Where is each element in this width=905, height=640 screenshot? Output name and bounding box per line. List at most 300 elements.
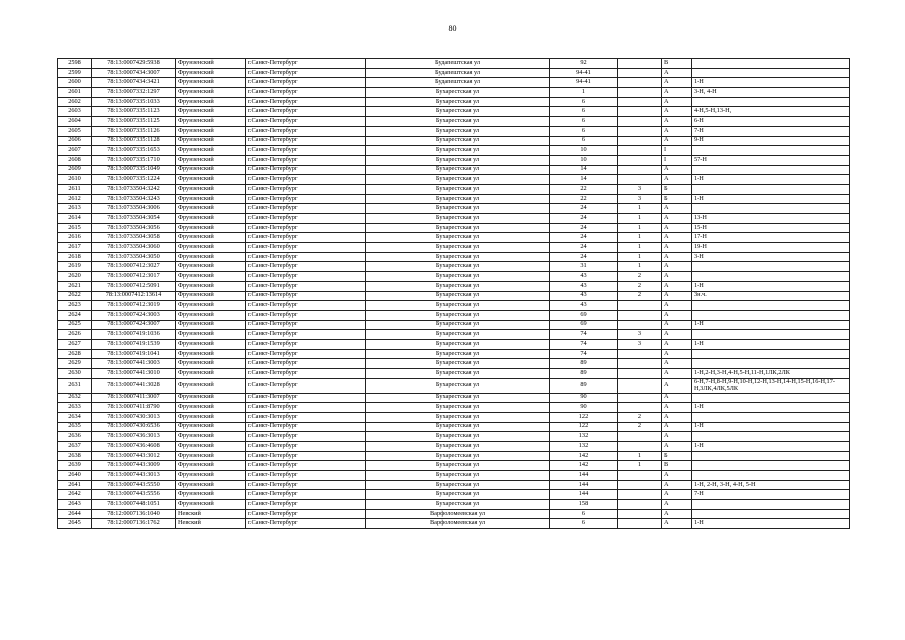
district-cell: Невский [176, 509, 246, 519]
row-number-cell: 2598 [58, 59, 92, 69]
house-number-cell: 144 [550, 490, 618, 500]
table-row [58, 78, 850, 88]
street-cell: Бухарестская ул [366, 88, 550, 98]
house-number-cell: 74 [550, 339, 618, 349]
cadastral-number-cell: 78:13:0733504:3060 [92, 243, 176, 253]
table-row [58, 320, 850, 330]
row-number-cell: 2623 [58, 301, 92, 311]
district-cell: Фрунзенский [176, 126, 246, 136]
house-number-cell: 24 [550, 252, 618, 262]
district-cell: Фрунзенский [176, 68, 246, 78]
row-number-cell: 2616 [58, 233, 92, 243]
table-row [58, 204, 850, 214]
street-cell: Бухарестская ул [366, 214, 550, 224]
cadastral-number-cell: 78:13:0007419:1036 [92, 330, 176, 340]
table-row [58, 233, 850, 243]
table-row [58, 339, 850, 349]
district-cell: Фрунзенский [176, 233, 246, 243]
house-number-cell: 24 [550, 223, 618, 233]
house-number-cell: 142 [550, 461, 618, 471]
street-cell: Бухарестская ул [366, 393, 550, 403]
row-number-cell: 2619 [58, 262, 92, 272]
building-number-cell [618, 136, 662, 146]
premises-cell: 7-Н [692, 126, 850, 136]
building-number-cell [618, 165, 662, 175]
district-cell: Фрунзенский [176, 301, 246, 311]
house-number-cell: 43 [550, 281, 618, 291]
row-number-cell: 2618 [58, 252, 92, 262]
city-cell: г.Санкт-Петербург [246, 432, 366, 442]
city-cell: г.Санкт-Петербург [246, 291, 366, 301]
house-number-cell: 94-41 [550, 78, 618, 88]
house-number-cell: 132 [550, 432, 618, 442]
district-cell: Фрунзенский [176, 214, 246, 224]
cadastral-number-cell: 78:13:0007335:1128 [92, 136, 176, 146]
premises-cell: 3н.ч. [692, 291, 850, 301]
premises-cell: 1-Н [692, 441, 850, 451]
building-number-cell: 3 [618, 194, 662, 204]
row-number-cell: 2604 [58, 117, 92, 127]
letter-cell: А [662, 330, 692, 340]
city-cell: г.Санкт-Петербург [246, 310, 366, 320]
cadastral-number-cell: 78:13:0007424:3003 [92, 310, 176, 320]
premises-cell: 6-Н [692, 117, 850, 127]
house-number-cell: 6 [550, 509, 618, 519]
table-row [58, 252, 850, 262]
city-cell: г.Санкт-Петербург [246, 194, 366, 204]
table-row [58, 175, 850, 185]
table-row [58, 262, 850, 272]
cadastral-number-cell: 78:13:0007443:5550 [92, 480, 176, 490]
table-row [58, 126, 850, 136]
district-cell: Фрунзенский [176, 291, 246, 301]
cadastral-number-cell: 78:13:0007412:5091 [92, 281, 176, 291]
city-cell: г.Санкт-Петербург [246, 369, 366, 379]
table-row [58, 223, 850, 233]
city-cell: г.Санкт-Петербург [246, 233, 366, 243]
premises-cell [692, 432, 850, 442]
city-cell: г.Санкт-Петербург [246, 519, 366, 529]
building-number-cell: 1 [618, 262, 662, 272]
street-cell: Бухарестская ул [366, 480, 550, 490]
table-row [58, 310, 850, 320]
table-row [58, 184, 850, 194]
row-number-cell: 2610 [58, 175, 92, 185]
district-cell: Фрунзенский [176, 490, 246, 500]
district-cell: Фрунзенский [176, 155, 246, 165]
cadastral-number-cell: 78:13:0007443:3012 [92, 451, 176, 461]
house-number-cell: 89 [550, 359, 618, 369]
row-number-cell: 2636 [58, 432, 92, 442]
row-number-cell: 2611 [58, 184, 92, 194]
building-number-cell: 3 [618, 339, 662, 349]
street-cell: Будапештская ул [366, 59, 550, 69]
district-cell: Фрунзенский [176, 194, 246, 204]
district-cell: Фрунзенский [176, 451, 246, 461]
cadastral-number-cell: 78:13:0007335:1125 [92, 117, 176, 127]
district-cell: Фрунзенский [176, 88, 246, 98]
letter-cell: А [662, 126, 692, 136]
cadastral-number-cell: 78:13:0007434:3421 [92, 78, 176, 88]
cadastral-number-cell: 78:13:0007335:1049 [92, 165, 176, 175]
city-cell: г.Санкт-Петербург [246, 281, 366, 291]
premises-cell: 1-Н [692, 422, 850, 432]
cadastral-number-cell: 78:12:0007136:1762 [92, 519, 176, 529]
premises-cell: 57-Н [692, 155, 850, 165]
letter-cell: А [662, 393, 692, 403]
house-number-cell: 122 [550, 412, 618, 422]
district-cell: Фрунзенский [176, 441, 246, 451]
table-row [58, 194, 850, 204]
district-cell: Фрунзенский [176, 184, 246, 194]
city-cell: г.Санкт-Петербург [246, 97, 366, 107]
table-row [58, 490, 850, 500]
city-cell: г.Санкт-Петербург [246, 146, 366, 156]
street-cell: Бухарестская ул [366, 359, 550, 369]
city-cell: г.Санкт-Петербург [246, 165, 366, 175]
building-number-cell [618, 155, 662, 165]
city-cell: г.Санкт-Петербург [246, 136, 366, 146]
letter-cell: А [662, 165, 692, 175]
district-cell: Фрунзенский [176, 165, 246, 175]
city-cell: г.Санкт-Петербург [246, 320, 366, 330]
premises-cell [692, 310, 850, 320]
letter-cell: А [662, 272, 692, 282]
cadastral-number-cell: 78:13:0007436:3013 [92, 432, 176, 442]
letter-cell: В [662, 59, 692, 69]
table-row [58, 107, 850, 117]
district-cell: Фрунзенский [176, 471, 246, 481]
premises-cell: 6-Н,7-Н,8-Н,9-Н,10-Н,12-Н,13-Н,14-Н,15-Н,16-Н,17-Н,3ЛК,4ЛК,5ЛК [692, 378, 850, 393]
city-cell: г.Санкт-Петербург [246, 117, 366, 127]
street-cell: Бухарестская ул [366, 243, 550, 253]
city-cell: г.Санкт-Петербург [246, 339, 366, 349]
table-row [58, 291, 850, 301]
city-cell: г.Санкт-Петербург [246, 214, 366, 224]
city-cell: г.Санкт-Петербург [246, 461, 366, 471]
district-cell: Фрунзенский [176, 378, 246, 393]
row-number-cell: 2605 [58, 126, 92, 136]
table-row [58, 146, 850, 156]
table-row [58, 359, 850, 369]
district-cell: Фрунзенский [176, 223, 246, 233]
building-number-cell [618, 126, 662, 136]
table-row [58, 471, 850, 481]
building-number-cell: 2 [618, 412, 662, 422]
premises-cell [692, 272, 850, 282]
letter-cell: Б [662, 451, 692, 461]
house-number-cell: 144 [550, 480, 618, 490]
row-number-cell: 2630 [58, 369, 92, 379]
premises-cell: 1-Н [692, 281, 850, 291]
premises-cell: 15-Н [692, 223, 850, 233]
building-number-cell [618, 117, 662, 127]
premises-cell [692, 330, 850, 340]
letter-cell: А [662, 252, 692, 262]
row-number-cell: 2645 [58, 519, 92, 529]
table-row [58, 97, 850, 107]
row-number-cell: 2617 [58, 243, 92, 253]
street-cell: Будапештская ул [366, 78, 550, 88]
house-number-cell: 90 [550, 393, 618, 403]
premises-cell [692, 509, 850, 519]
house-number-cell: 69 [550, 310, 618, 320]
house-number-cell: 24 [550, 243, 618, 253]
premises-cell: 19-Н [692, 243, 850, 253]
building-number-cell: 3 [618, 330, 662, 340]
premises-cell: 1-Н, 2-Н, 3-Н, 4-Н, 5-Н [692, 480, 850, 490]
table-row [58, 155, 850, 165]
letter-cell: А [662, 281, 692, 291]
house-number-cell: 89 [550, 369, 618, 379]
letter-cell: А [662, 422, 692, 432]
cadastral-number-cell: 78:13:0733504:3050 [92, 252, 176, 262]
district-cell: Фрунзенский [176, 281, 246, 291]
row-number-cell: 2632 [58, 393, 92, 403]
building-number-cell [618, 88, 662, 98]
letter-cell: А [662, 223, 692, 233]
building-number-cell [618, 490, 662, 500]
building-number-cell: 3 [618, 184, 662, 194]
district-cell: Фрунзенский [176, 107, 246, 117]
district-cell: Фрунзенский [176, 204, 246, 214]
district-cell: Фрунзенский [176, 252, 246, 262]
row-number-cell: 2628 [58, 349, 92, 359]
house-number-cell: 22 [550, 194, 618, 204]
row-number-cell: 2622 [58, 291, 92, 301]
premises-cell: 13-Н [692, 214, 850, 224]
letter-cell: А [662, 471, 692, 481]
cadastral-number-cell: 78:13:0007335:1123 [92, 107, 176, 117]
cadastral-number-cell: 78:13:0007441:3010 [92, 369, 176, 379]
district-cell: Фрунзенский [176, 117, 246, 127]
street-cell: Бухарестская ул [366, 310, 550, 320]
city-cell: г.Санкт-Петербург [246, 272, 366, 282]
district-cell: Фрунзенский [176, 243, 246, 253]
street-cell: Бухарестская ул [366, 422, 550, 432]
street-cell: Варфоломеевская ул [366, 509, 550, 519]
property-register-table [57, 58, 850, 529]
street-cell: Бухарестская ул [366, 369, 550, 379]
street-cell: Варфоломеевская ул [366, 519, 550, 529]
street-cell: Бухарестская ул [366, 165, 550, 175]
house-number-cell: 6 [550, 519, 618, 529]
cadastral-number-cell: 78:13:0007335:1710 [92, 155, 176, 165]
cadastral-number-cell: 78:13:0007411:8790 [92, 403, 176, 413]
cadastral-number-cell: 78:13:0007412:13614 [92, 291, 176, 301]
house-number-cell: 14 [550, 165, 618, 175]
row-number-cell: 2607 [58, 146, 92, 156]
building-number-cell: 2 [618, 281, 662, 291]
district-cell: Фрунзенский [176, 330, 246, 340]
street-cell: Бухарестская ул [366, 233, 550, 243]
building-number-cell [618, 432, 662, 442]
street-cell: Бухарестская ул [366, 175, 550, 185]
city-cell: г.Санкт-Петербург [246, 359, 366, 369]
cadastral-number-cell: 78:13:0007412:3017 [92, 272, 176, 282]
cadastral-number-cell: 78:13:0007335:1224 [92, 175, 176, 185]
letter-cell: А [662, 78, 692, 88]
row-number-cell: 2642 [58, 490, 92, 500]
district-cell: Фрунзенский [176, 500, 246, 510]
cadastral-number-cell: 78:13:0007412:3027 [92, 262, 176, 272]
row-number-cell: 2641 [58, 480, 92, 490]
city-cell: г.Санкт-Петербург [246, 393, 366, 403]
city-cell: г.Санкт-Петербург [246, 126, 366, 136]
letter-cell: А [662, 136, 692, 146]
city-cell: г.Санкт-Петербург [246, 403, 366, 413]
premises-cell [692, 461, 850, 471]
building-number-cell [618, 403, 662, 413]
house-number-cell: 43 [550, 272, 618, 282]
premises-cell [692, 68, 850, 78]
building-number-cell: 1 [618, 252, 662, 262]
cadastral-number-cell: 78:13:0007419:1539 [92, 339, 176, 349]
house-number-cell: 74 [550, 330, 618, 340]
building-number-cell [618, 78, 662, 88]
street-cell: Бухарестская ул [366, 378, 550, 393]
row-number-cell: 2627 [58, 339, 92, 349]
row-number-cell: 2640 [58, 471, 92, 481]
table-row [58, 369, 850, 379]
house-number-cell: 144 [550, 471, 618, 481]
city-cell: г.Санкт-Петербург [246, 378, 366, 393]
city-cell: г.Санкт-Петербург [246, 500, 366, 510]
street-cell: Бухарестская ул [366, 126, 550, 136]
letter-cell: І [662, 146, 692, 156]
premises-cell [692, 359, 850, 369]
premises-cell [692, 412, 850, 422]
building-number-cell [618, 68, 662, 78]
district-cell: Фрунзенский [176, 310, 246, 320]
row-number-cell: 2631 [58, 378, 92, 393]
cadastral-number-cell: 78:13:0007441:3028 [92, 378, 176, 393]
letter-cell: А [662, 97, 692, 107]
letter-cell: А [662, 369, 692, 379]
district-cell: Фрунзенский [176, 59, 246, 69]
table-row [58, 281, 850, 291]
premises-cell [692, 262, 850, 272]
row-number-cell: 2599 [58, 68, 92, 78]
building-number-cell [618, 378, 662, 393]
district-cell: Фрунзенский [176, 262, 246, 272]
building-number-cell: 1 [618, 461, 662, 471]
premises-cell: 7-Н [692, 490, 850, 500]
street-cell: Бухарестская ул [366, 471, 550, 481]
cadastral-number-cell: 78:13:0007436:4608 [92, 441, 176, 451]
row-number-cell: 2637 [58, 441, 92, 451]
letter-cell: А [662, 490, 692, 500]
building-number-cell [618, 175, 662, 185]
building-number-cell [618, 471, 662, 481]
premises-cell: 1-Н [692, 175, 850, 185]
letter-cell: А [662, 509, 692, 519]
city-cell: г.Санкт-Петербург [246, 330, 366, 340]
letter-cell: Б [662, 194, 692, 204]
street-cell: Бухарестская ул [366, 204, 550, 214]
letter-cell: А [662, 68, 692, 78]
district-cell: Фрунзенский [176, 175, 246, 185]
cadastral-number-cell: 78:12:0007136:1040 [92, 509, 176, 519]
premises-cell [692, 393, 850, 403]
building-number-cell [618, 369, 662, 379]
row-number-cell: 2602 [58, 97, 92, 107]
table-row [58, 349, 850, 359]
cadastral-number-cell: 78:13:0007443:3013 [92, 471, 176, 481]
row-number-cell: 2635 [58, 422, 92, 432]
building-number-cell [618, 393, 662, 403]
row-number-cell: 2625 [58, 320, 92, 330]
building-number-cell [618, 509, 662, 519]
house-number-cell: 6 [550, 126, 618, 136]
row-number-cell: 2612 [58, 194, 92, 204]
premises-cell [692, 97, 850, 107]
street-cell: Бухарестская ул [366, 281, 550, 291]
house-number-cell: 24 [550, 214, 618, 224]
letter-cell: А [662, 214, 692, 224]
table-body [58, 59, 850, 529]
district-cell: Фрунзенский [176, 97, 246, 107]
row-number-cell: 2620 [58, 272, 92, 282]
street-cell: Бухарестская ул [366, 117, 550, 127]
row-number-cell: 2600 [58, 78, 92, 88]
street-cell: Бухарестская ул [366, 194, 550, 204]
premises-cell [692, 184, 850, 194]
cadastral-number-cell: 78:13:0007335:1653 [92, 146, 176, 156]
table-row [58, 165, 850, 175]
cadastral-number-cell: 78:13:0007335:1033 [92, 97, 176, 107]
district-cell: Фрунзенский [176, 349, 246, 359]
table-row [58, 117, 850, 127]
district-cell: Фрунзенский [176, 403, 246, 413]
row-number-cell: 2629 [58, 359, 92, 369]
building-number-cell [618, 500, 662, 510]
city-cell: г.Санкт-Петербург [246, 155, 366, 165]
building-number-cell [618, 59, 662, 69]
row-number-cell: 2634 [58, 412, 92, 422]
premises-cell [692, 204, 850, 214]
letter-cell: Б [662, 184, 692, 194]
house-number-cell: 142 [550, 451, 618, 461]
cadastral-number-cell: 78:13:0733504:3058 [92, 233, 176, 243]
street-cell: Бухарестская ул [366, 136, 550, 146]
cadastral-number-cell: 78:13:0007443:5556 [92, 490, 176, 500]
district-cell: Фрунзенский [176, 339, 246, 349]
street-cell: Бухарестская ул [366, 155, 550, 165]
premises-cell [692, 301, 850, 311]
house-number-cell: 92 [550, 59, 618, 69]
premises-cell: 1-Н [692, 339, 850, 349]
premises-cell: 1-Н [692, 403, 850, 413]
letter-cell: А [662, 519, 692, 529]
row-number-cell: 2644 [58, 509, 92, 519]
street-cell: Бухарестская ул [366, 107, 550, 117]
house-number-cell: 43 [550, 301, 618, 311]
table-row [58, 441, 850, 451]
city-cell: г.Санкт-Петербург [246, 88, 366, 98]
district-cell: Фрунзенский [176, 412, 246, 422]
premises-cell [692, 165, 850, 175]
street-cell: Бухарестская ул [366, 339, 550, 349]
row-number-cell: 2624 [58, 310, 92, 320]
cadastral-number-cell: 78:13:0733504:3006 [92, 204, 176, 214]
street-cell: Бухарестская ул [366, 223, 550, 233]
city-cell: г.Санкт-Петербург [246, 252, 366, 262]
building-number-cell: 2 [618, 291, 662, 301]
building-number-cell [618, 301, 662, 311]
street-cell: Будапештская ул [366, 68, 550, 78]
house-number-cell: 24 [550, 233, 618, 243]
